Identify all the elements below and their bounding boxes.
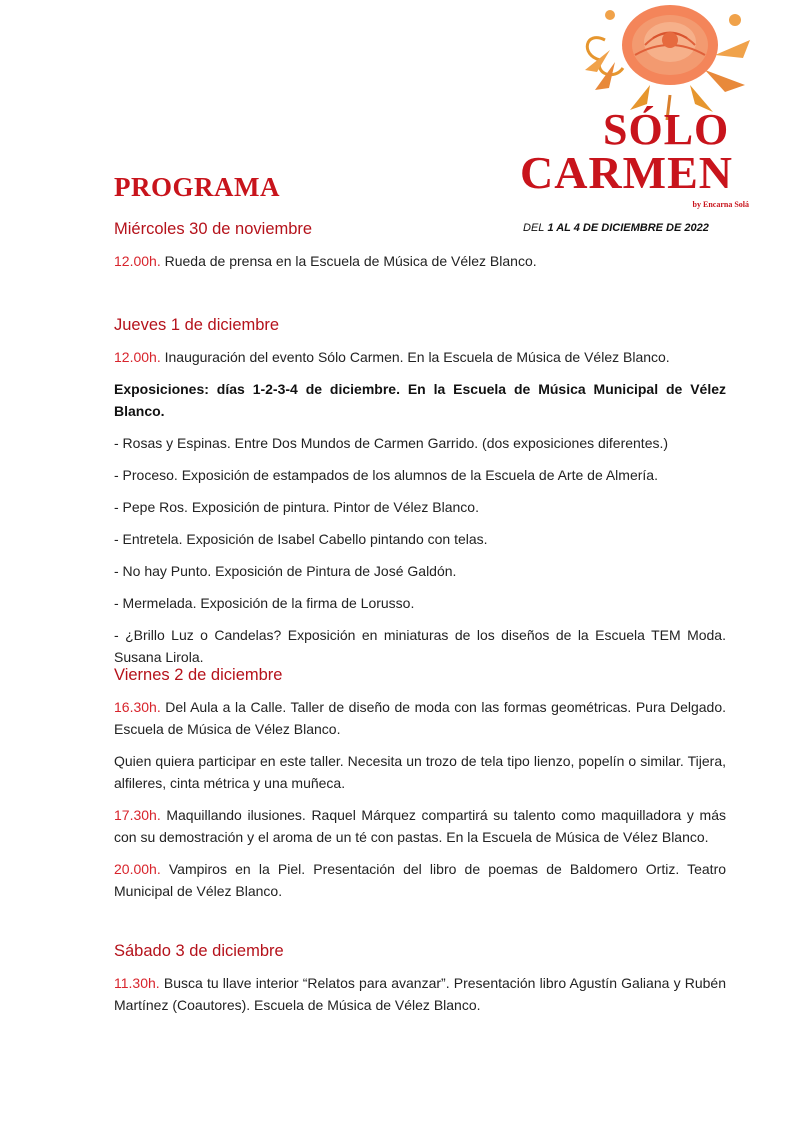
brand-line-1: SÓLO [603,105,730,154]
item-time: 20.00h. [114,861,161,877]
item-text: Vampiros en la Piel. Presentación del libro de poemas de Baldomero Ortiz. Teatro Municipal de Vélez Blanco. [114,861,727,899]
item-text: Maquillando ilusiones. Raquel Márquez compartirá su talento como maquilladora y más con su demostración y el aroma de un té con pastas. En la Escuela de Música de Vélez Blanco. [114,807,727,845]
dates-prefix: DEL [523,222,545,234]
item-text: Busca tu llave interior “Relatos para avanzar”. Presentación libro Agustín Galiana y Rubén Martínez (Coautores). Escuela de Música de Vélez Blanco. [114,975,727,1013]
brand-line-2: CARMEN [520,147,733,198]
exhibition-item: - No hay Punto. Exposición de Pintura de José Galdón. [114,563,457,579]
exhibition-item: - Mermelada. Exposición de la firma de Lorusso. [114,595,415,611]
day-section-friday [114,664,726,902]
item-time: 11.30h. [114,975,160,991]
item-time: 16.30h. [114,699,161,715]
exhibition-item: - ¿Brillo Luz o Candelas? Exposición en miniaturas de los diseños de la Escuela TEM Moda. Susana Lirola. [114,627,726,665]
exhibition-item: - Pepe Ros. Exposición de pintura. Pintor de Vélez Blanco. [114,499,479,515]
item-time: 12.00h. [114,253,161,269]
day-heading: Viernes 2 de diciembre [114,666,283,684]
item-time: 17.30h. [114,807,161,823]
program-item [114,346,726,368]
program-item [114,972,726,1016]
exhibitions-heading: Exposiciones: días 1-2-3-4 de diciembre. En la Escuela de Música Municipal de Vélez Blanco. [114,381,726,419]
item-time: 12.00h. [114,349,161,365]
item-text: Inauguración del evento Sólo Carmen. En la Escuela de Música de Vélez Blanco. [164,349,670,365]
item-text: Del Aula a la Calle. Taller de diseño de moda con las formas geométricas. Pura Delgado. Escuela de Música de Vélez Blanco. [114,699,726,737]
program-item [114,804,726,848]
page-title: PROGRAMA [114,172,280,202]
byline: by Encarna Solá [692,200,749,209]
rose-illustration [575,0,765,120]
day-section-thursday [114,314,726,668]
item-text: Rueda de prensa en la Escuela de Música de Vélez Blanco. [164,253,537,269]
day-heading: Miércoles 30 de noviembre [114,220,313,238]
exhibition-item: - Entretela. Exposición de Isabel Cabello pintando con telas. [114,531,488,547]
day-heading: Sábado 3 de diciembre [114,942,284,960]
exhibition-item: - Proceso. Exposición de estampados de los alumnos de la Escuela de Arte de Almería. [114,467,658,483]
day-heading: Jueves 1 de diciembre [114,316,280,334]
program-item [114,250,726,272]
day-section-saturday [114,940,726,1016]
solo-carmen-logo [505,0,765,215]
program-item [114,696,726,740]
exhibition-item: - Rosas y Espinas. Entre Dos Mundos de Carmen Garrido. (dos exposiciones diferentes.) [114,435,669,451]
program-note: Quien quiera participar en este taller. Necesita un trozo de tela tipo lienzo, popelín o similar. Tijera, alfileres, cinta métrica y una muñeca. [114,753,726,791]
dates-range: 1 AL 4 DE DICIEMBRE DE 2022 [547,222,709,234]
program-item [114,858,726,902]
day-section-wednesday [114,218,726,272]
